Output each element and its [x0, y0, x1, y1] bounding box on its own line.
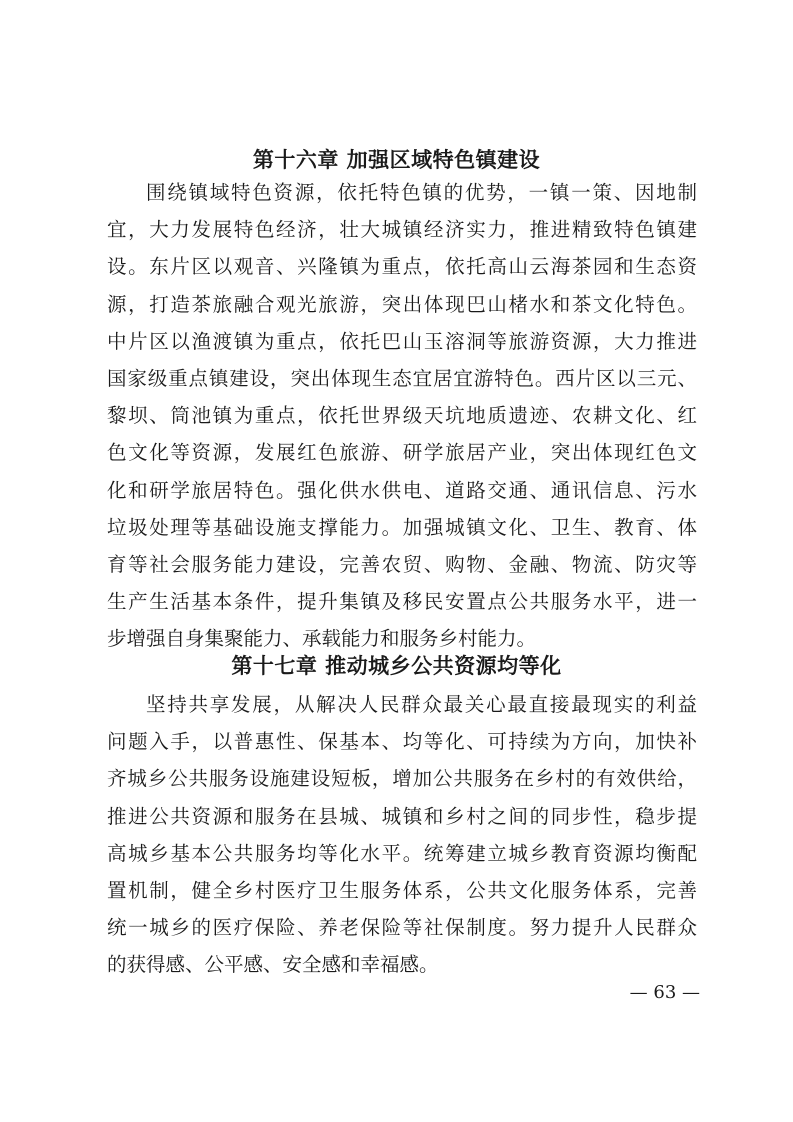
chapter-17-title: 第十七章 推动城乡公共资源均等化 — [231, 654, 562, 678]
chapter-16-title: 第十六章 加强区域特色镇建设 — [252, 148, 541, 172]
paragraph-line: 步增强自身集聚能力、承载能力和服务乡村能力。 — [107, 627, 537, 651]
chapter-17-paragraph — [107, 686, 697, 984]
page-number: — 63 — — [629, 982, 700, 1003]
paragraph-line: 问题入手，以普惠性、保基本、均等化、可持续为方向，加快补 — [107, 730, 697, 754]
paragraph-line: 国家级重点镇建设，突出体现生态宜居宜游特色。西片区以三元、 — [107, 366, 697, 390]
paragraph-line: 的获得感、公平感、安全感和幸福感。 — [107, 953, 439, 977]
paragraph-line: 育等社会服务能力建设，完善农贸、购物、金融、物流、防灾等 — [107, 552, 697, 576]
paragraph-line: 源，打造茶旅融合观光旅游，突出体现巴山楮水和茶文化特色。 — [107, 292, 697, 316]
paragraph-line: 色文化等资源，发展红色旅游、研学旅居产业，突出体现红色文 — [107, 441, 697, 465]
paragraph-line: 垃圾处理等基础设施支撑能力。加强城镇文化、卫生、教育、体 — [107, 515, 697, 539]
paragraph-line: 围绕镇域特色资源，依托特色镇的优势，一镇一策、因地制 — [146, 181, 697, 204]
paragraph-line: 生产生活基本条件，提升集镇及移民安置点公共服务水平，进一 — [107, 590, 697, 614]
paragraph-line: 高城乡基本公共服务均等化水平。统筹建立城乡教育资源均衡配 — [107, 841, 697, 865]
paragraph-line: 设。东片区以观音、兴隆镇为重点，依托高山云海茶园和生态资 — [107, 255, 697, 279]
paragraph-line: 中片区以渔渡镇为重点，依托巴山玉溶洞等旅游资源，大力推进 — [107, 329, 697, 353]
paragraph-line: 坚持共享发展，从解决人民群众最关心最直接最现实的利益 — [146, 693, 697, 716]
paragraph-line: 宜，大力发展特色经济，壮大城镇经济实力，推进精致特色镇建 — [107, 218, 697, 242]
paragraph-line: 置机制，健全乡村医疗卫生服务体系，公共文化服务体系，完善 — [107, 878, 697, 902]
paragraph-line: 齐城乡公共服务设施建设短板，增加公共服务在乡村的有效供给， — [107, 767, 697, 791]
paragraph-line: 黎坝、筒池镇为重点，依托世界级天坑地质遗迹、农耕文化、红 — [107, 404, 697, 428]
paragraph-line: 化和研学旅居特色。强化供水供电、道路交通、通讯信息、污水 — [107, 478, 697, 502]
paragraph-line: 推进公共资源和服务在县城、城镇和乡村之间的同步性，稳步提 — [107, 804, 697, 828]
chapter-16-paragraph — [107, 174, 697, 657]
paragraph-line: 统一城乡的医疗保险、养老保险等社保制度。努力提升人民群众 — [107, 916, 697, 940]
